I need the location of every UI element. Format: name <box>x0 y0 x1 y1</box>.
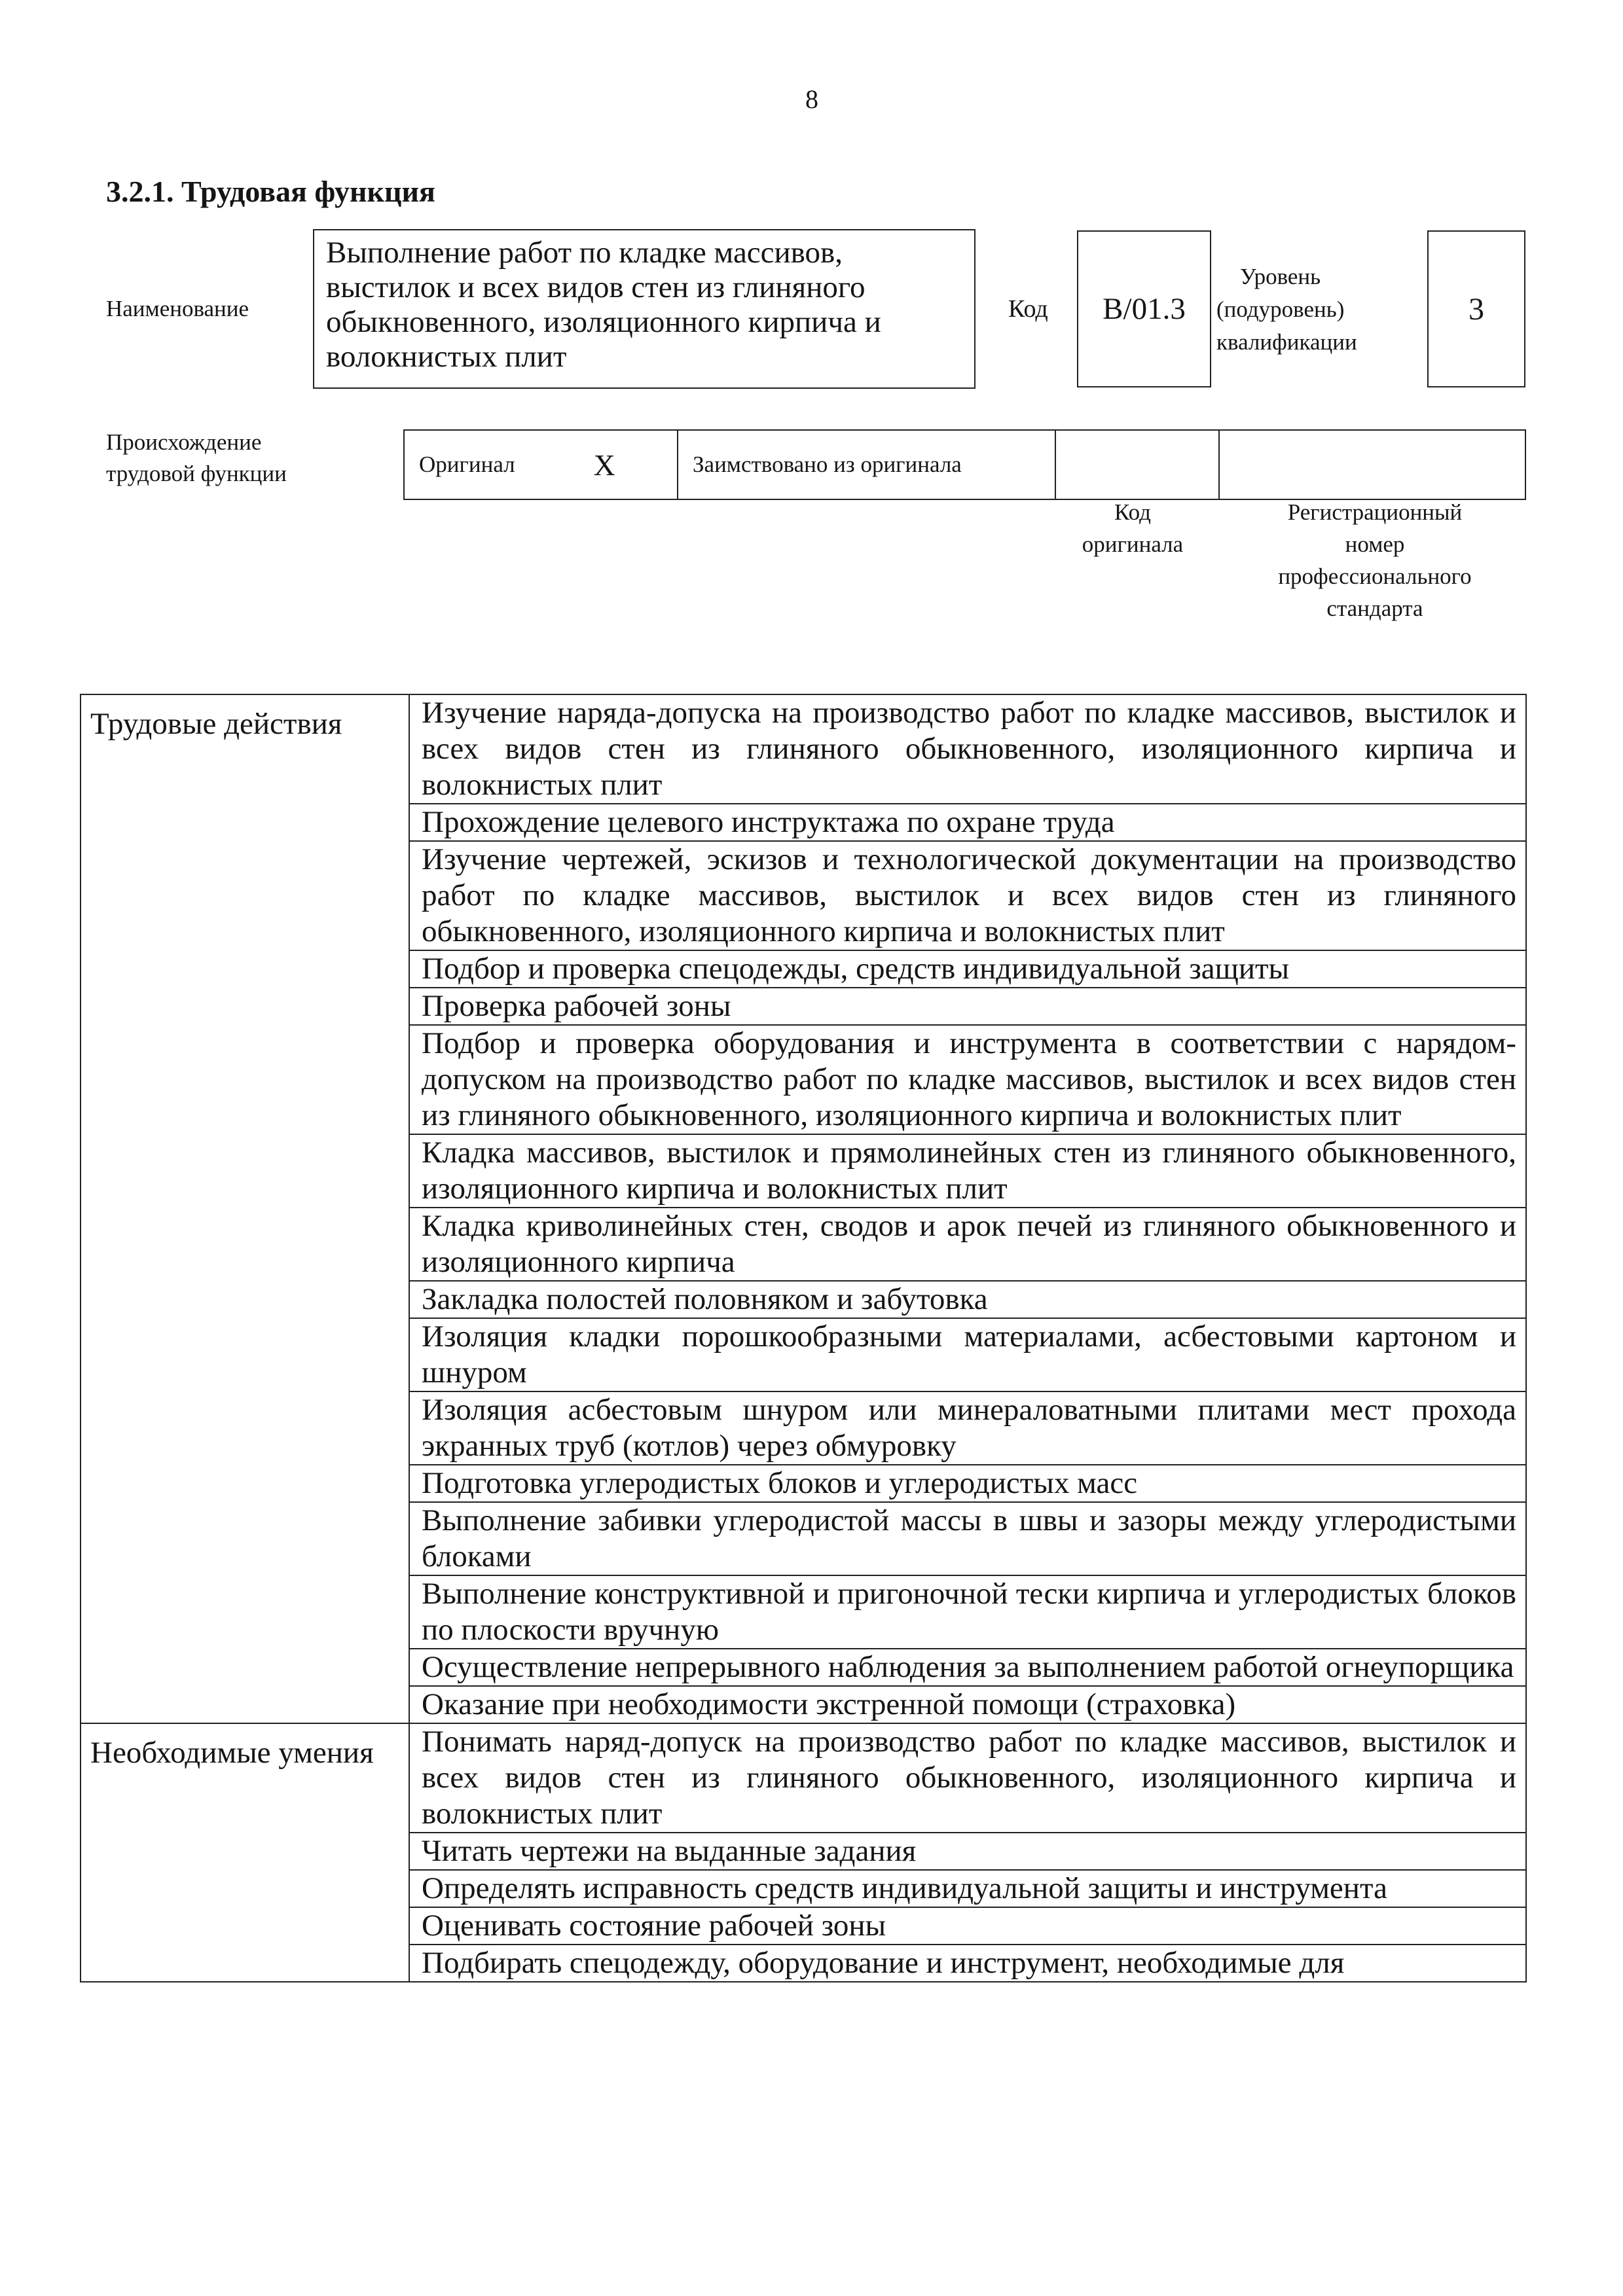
section-title: 3.2.1. Трудовая функция <box>106 175 435 208</box>
code-original-cell <box>1056 431 1220 499</box>
table-cell: Подбор и проверка оборудования и инструмента в соответствии с нарядом-допуском на производство работ по кладке массивов, выстилок и всех видов стен из глиняного обыкновенного, изоляционного кирпича и волокнистых плит <box>409 1025 1526 1134</box>
borrowed-label: Заимствовано из оригинала <box>693 452 962 477</box>
name-label: Наименование <box>106 296 249 321</box>
qualification-level-label <box>1216 260 1357 359</box>
table-cell: Прохождение целевого инструктажа по охране труда <box>409 804 1526 841</box>
table-cell: Изоляция кладки порошкообразными материалами, асбестовыми картоном и шнуром <box>409 1318 1526 1391</box>
code-label: Код <box>1008 295 1048 323</box>
caption-line: Регистрационный <box>1287 499 1463 525</box>
table-cell: Закладка полостей половняком и забутовка <box>409 1281 1526 1318</box>
level-label-line: (подуровень) <box>1216 296 1345 322</box>
category-cell: Необходимые умения <box>81 1723 409 1982</box>
reg-number-caption <box>1224 496 1525 624</box>
original-mark: X <box>593 448 615 482</box>
origin-label-line: трудовой функции <box>106 461 287 486</box>
borrowed-cell <box>678 431 1056 499</box>
table-cell: Оказание при необходимости экстренной помощи (страховка) <box>409 1686 1526 1723</box>
table-cell: Изучение чертежей, эскизов и технологической документации на производство работ по кладке массивов, выстилок и всех видов стен из глиняного обыкновенного, изоляционного кирпича и волокнистых плит <box>409 841 1526 950</box>
original-label: Оригинал <box>419 452 515 477</box>
table-cell: Подбирать спецодежду, оборудование и инструмент, необходимые для <box>409 1945 1526 1982</box>
level-label-line: квалификации <box>1216 329 1357 355</box>
level-box <box>1427 230 1525 387</box>
table-row <box>81 1723 1526 1833</box>
table-cell: Проверка рабочей зоны <box>409 988 1526 1025</box>
category-cell: Трудовые действия <box>81 694 409 1723</box>
caption-line: номер <box>1345 531 1405 557</box>
table-cell: Оценивать состояние рабочей зоны <box>409 1907 1526 1945</box>
table-cell: Кладка криволинейных стен, сводов и арок печей из глиняного обыкновенного и изоляционного кирпича <box>409 1208 1526 1281</box>
code-original-caption <box>1048 496 1218 560</box>
code-value: B/01.3 <box>1103 292 1186 326</box>
table-cell: Выполнение забивки углеродистой массы в швы и зазоры между углеродистыми блоками <box>409 1502 1526 1575</box>
table-row <box>81 694 1526 804</box>
table-cell: Кладка массивов, выстилок и прямолинейных стен из глиняного обыкновенного, изоляционного кирпича и волокнистых плит <box>409 1134 1526 1208</box>
caption-line: профессионального <box>1278 564 1472 589</box>
caption-line: Код <box>1114 499 1151 525</box>
reg-number-cell <box>1220 431 1525 499</box>
page-number: 8 <box>805 84 818 114</box>
function-name-value: Выполнение работ по кладке массивов, выстилок и всех видов стен из глиняного обыкновенного, изоляционного кирпича и волокнистых плит <box>326 236 881 374</box>
origin-label <box>106 427 287 490</box>
table-cell: Понимать наряд-допуск на производство работ по кладке массивов, выстилок и всех видов стен из глиняного обыкновенного, изоляционного кирпича и волокнистых плит <box>409 1723 1526 1833</box>
table-cell: Изоляция асбестовым шнуром или минераловатными плитами мест прохода экранных труб (котлов) через обмуровку <box>409 1391 1526 1465</box>
table-cell: Осуществление непрерывного наблюдения за выполнением работой огнеупорщика <box>409 1649 1526 1686</box>
caption-line: стандарта <box>1326 596 1423 621</box>
table-cell: Изучение наряда-допуска на производство работ по кладке массивов, выстилок и всех видов стен из глиняного обыкновенного, изоляционного кирпича и волокнистых плит <box>409 694 1526 804</box>
origin-label-line: Происхождение <box>106 429 262 455</box>
function-name-box <box>313 229 976 389</box>
table-cell: Подбор и проверка спецодежды, средств индивидуальной защиты <box>409 950 1526 988</box>
origin-row <box>403 429 1526 500</box>
level-label-line: Уровень <box>1239 264 1321 289</box>
table-cell: Читать чертежи на выданные задания <box>409 1833 1526 1870</box>
code-box <box>1077 230 1211 387</box>
table-cell: Выполнение конструктивной и пригоночной тески кирпича и углеродистых блоков по плоскости вручную <box>409 1575 1526 1649</box>
table-cell: Подготовка углеродистых блоков и углеродистых масс <box>409 1465 1526 1502</box>
table-cell: Определять исправность средств индивидуальной защиты и инструмента <box>409 1870 1526 1907</box>
labor-actions-table <box>80 694 1527 1982</box>
level-value: 3 <box>1468 291 1484 327</box>
original-cell <box>405 431 678 499</box>
caption-line: оригинала <box>1082 531 1184 557</box>
